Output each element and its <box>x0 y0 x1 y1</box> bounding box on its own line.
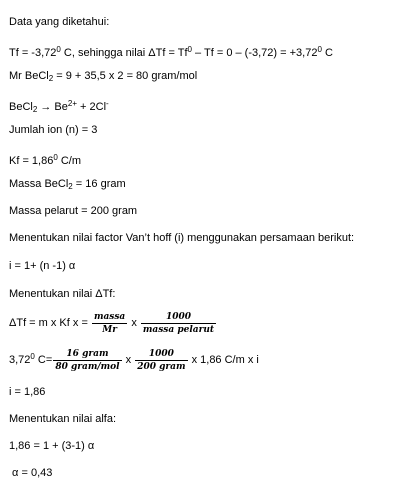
tf-text-c: – Tf = 0 – (-3,72) = +3,72 <box>191 47 318 59</box>
dtf-text-a: ΔTf = m x Kf x <box>9 317 79 329</box>
vant-hoff-intro: Menentukan nilai factor Van’t hoff (i) menggunakan persamaan berikut: <box>9 232 355 244</box>
massa-text-b: = 16 gram <box>72 178 126 190</box>
tf-line <box>9 43 333 60</box>
fraction-denominator: Mr <box>102 324 117 335</box>
fraction-mass-over-mr <box>92 312 127 335</box>
alfa-result: α = 0,43 <box>9 467 53 479</box>
ion-text-c: + 2Cl <box>77 101 107 113</box>
fraction-numerator: 16 gram <box>53 349 121 361</box>
calculation-line <box>9 344 259 373</box>
fraction-denominator: 80 gram/mol <box>55 361 120 372</box>
kf-line <box>9 151 81 168</box>
solute-mass-line <box>9 178 126 193</box>
tf-text-d: C <box>321 47 333 59</box>
ion-count-line: Jumlah ion (n) = 3 <box>9 124 98 136</box>
mr-line <box>9 70 197 85</box>
degree-mark: 0 <box>56 45 61 54</box>
calc-text-c: x 1,86 C/m x i <box>188 354 259 366</box>
fraction-numerator: massa <box>93 311 126 322</box>
fraction-numerator: 1000 <box>141 312 216 324</box>
alfa-equation: 1,86 = 1 + (3-1) α <box>9 440 95 452</box>
times-sign: x <box>128 317 140 329</box>
fraction-numerator: 1000 <box>135 349 187 361</box>
ion-text-a: BeCl <box>9 101 33 113</box>
degree-mark: 0 <box>187 45 192 54</box>
alfa-intro: Menentukan nilai alfa: <box>9 413 117 425</box>
times-sign: x <box>122 354 135 366</box>
i-formula: i = 1+ (n -1) α <box>9 260 76 272</box>
massa-text-a: Massa BeCl <box>9 178 69 190</box>
calc-text-b: C= <box>34 354 53 366</box>
dtf-formula <box>9 310 217 336</box>
fraction-1000-over-200g <box>135 349 187 372</box>
tf-text-b: C, sehingga nilai ΔTf = Tf <box>60 47 188 59</box>
mr-text-a: Mr BeCl <box>9 70 49 82</box>
dtf-intro: Menentukan nilai ΔTf: <box>9 288 116 300</box>
degree-mark: 0 <box>317 45 322 54</box>
fraction-denominator: 200 gram <box>137 361 186 372</box>
kf-text-a: Kf = 1,86 <box>9 155 54 167</box>
tf-text-a: Tf = -3,72 <box>9 47 57 59</box>
i-result: i = 1,86 <box>9 386 46 398</box>
superscript-charge: - <box>106 99 109 108</box>
heading-known-data: Data yang diketahui: <box>9 16 110 28</box>
subscript: 2 <box>48 74 54 83</box>
mr-text-b: = 9 + 35,5 x 2 = 80 gram/mol <box>53 70 198 82</box>
fraction-1000-over-solvent <box>141 312 216 335</box>
fraction-denominator: massa pelarut <box>142 324 215 335</box>
calc-text-a: 3,72 <box>9 354 31 366</box>
superscript-charge: 2+ <box>67 99 77 108</box>
subscript: 2 <box>68 182 73 191</box>
subscript: 2 <box>32 105 38 114</box>
solvent-mass-line: Massa pelarut = 200 gram <box>9 205 138 217</box>
ion-text-b: → Be <box>37 101 68 113</box>
ionization-line <box>9 97 109 116</box>
equals-sign: = <box>78 317 91 329</box>
degree-mark: 0 <box>53 153 58 162</box>
fraction-16g-over-80 <box>53 349 121 372</box>
kf-text-b: C/m <box>57 155 82 167</box>
degree-mark: 0 <box>30 352 35 361</box>
